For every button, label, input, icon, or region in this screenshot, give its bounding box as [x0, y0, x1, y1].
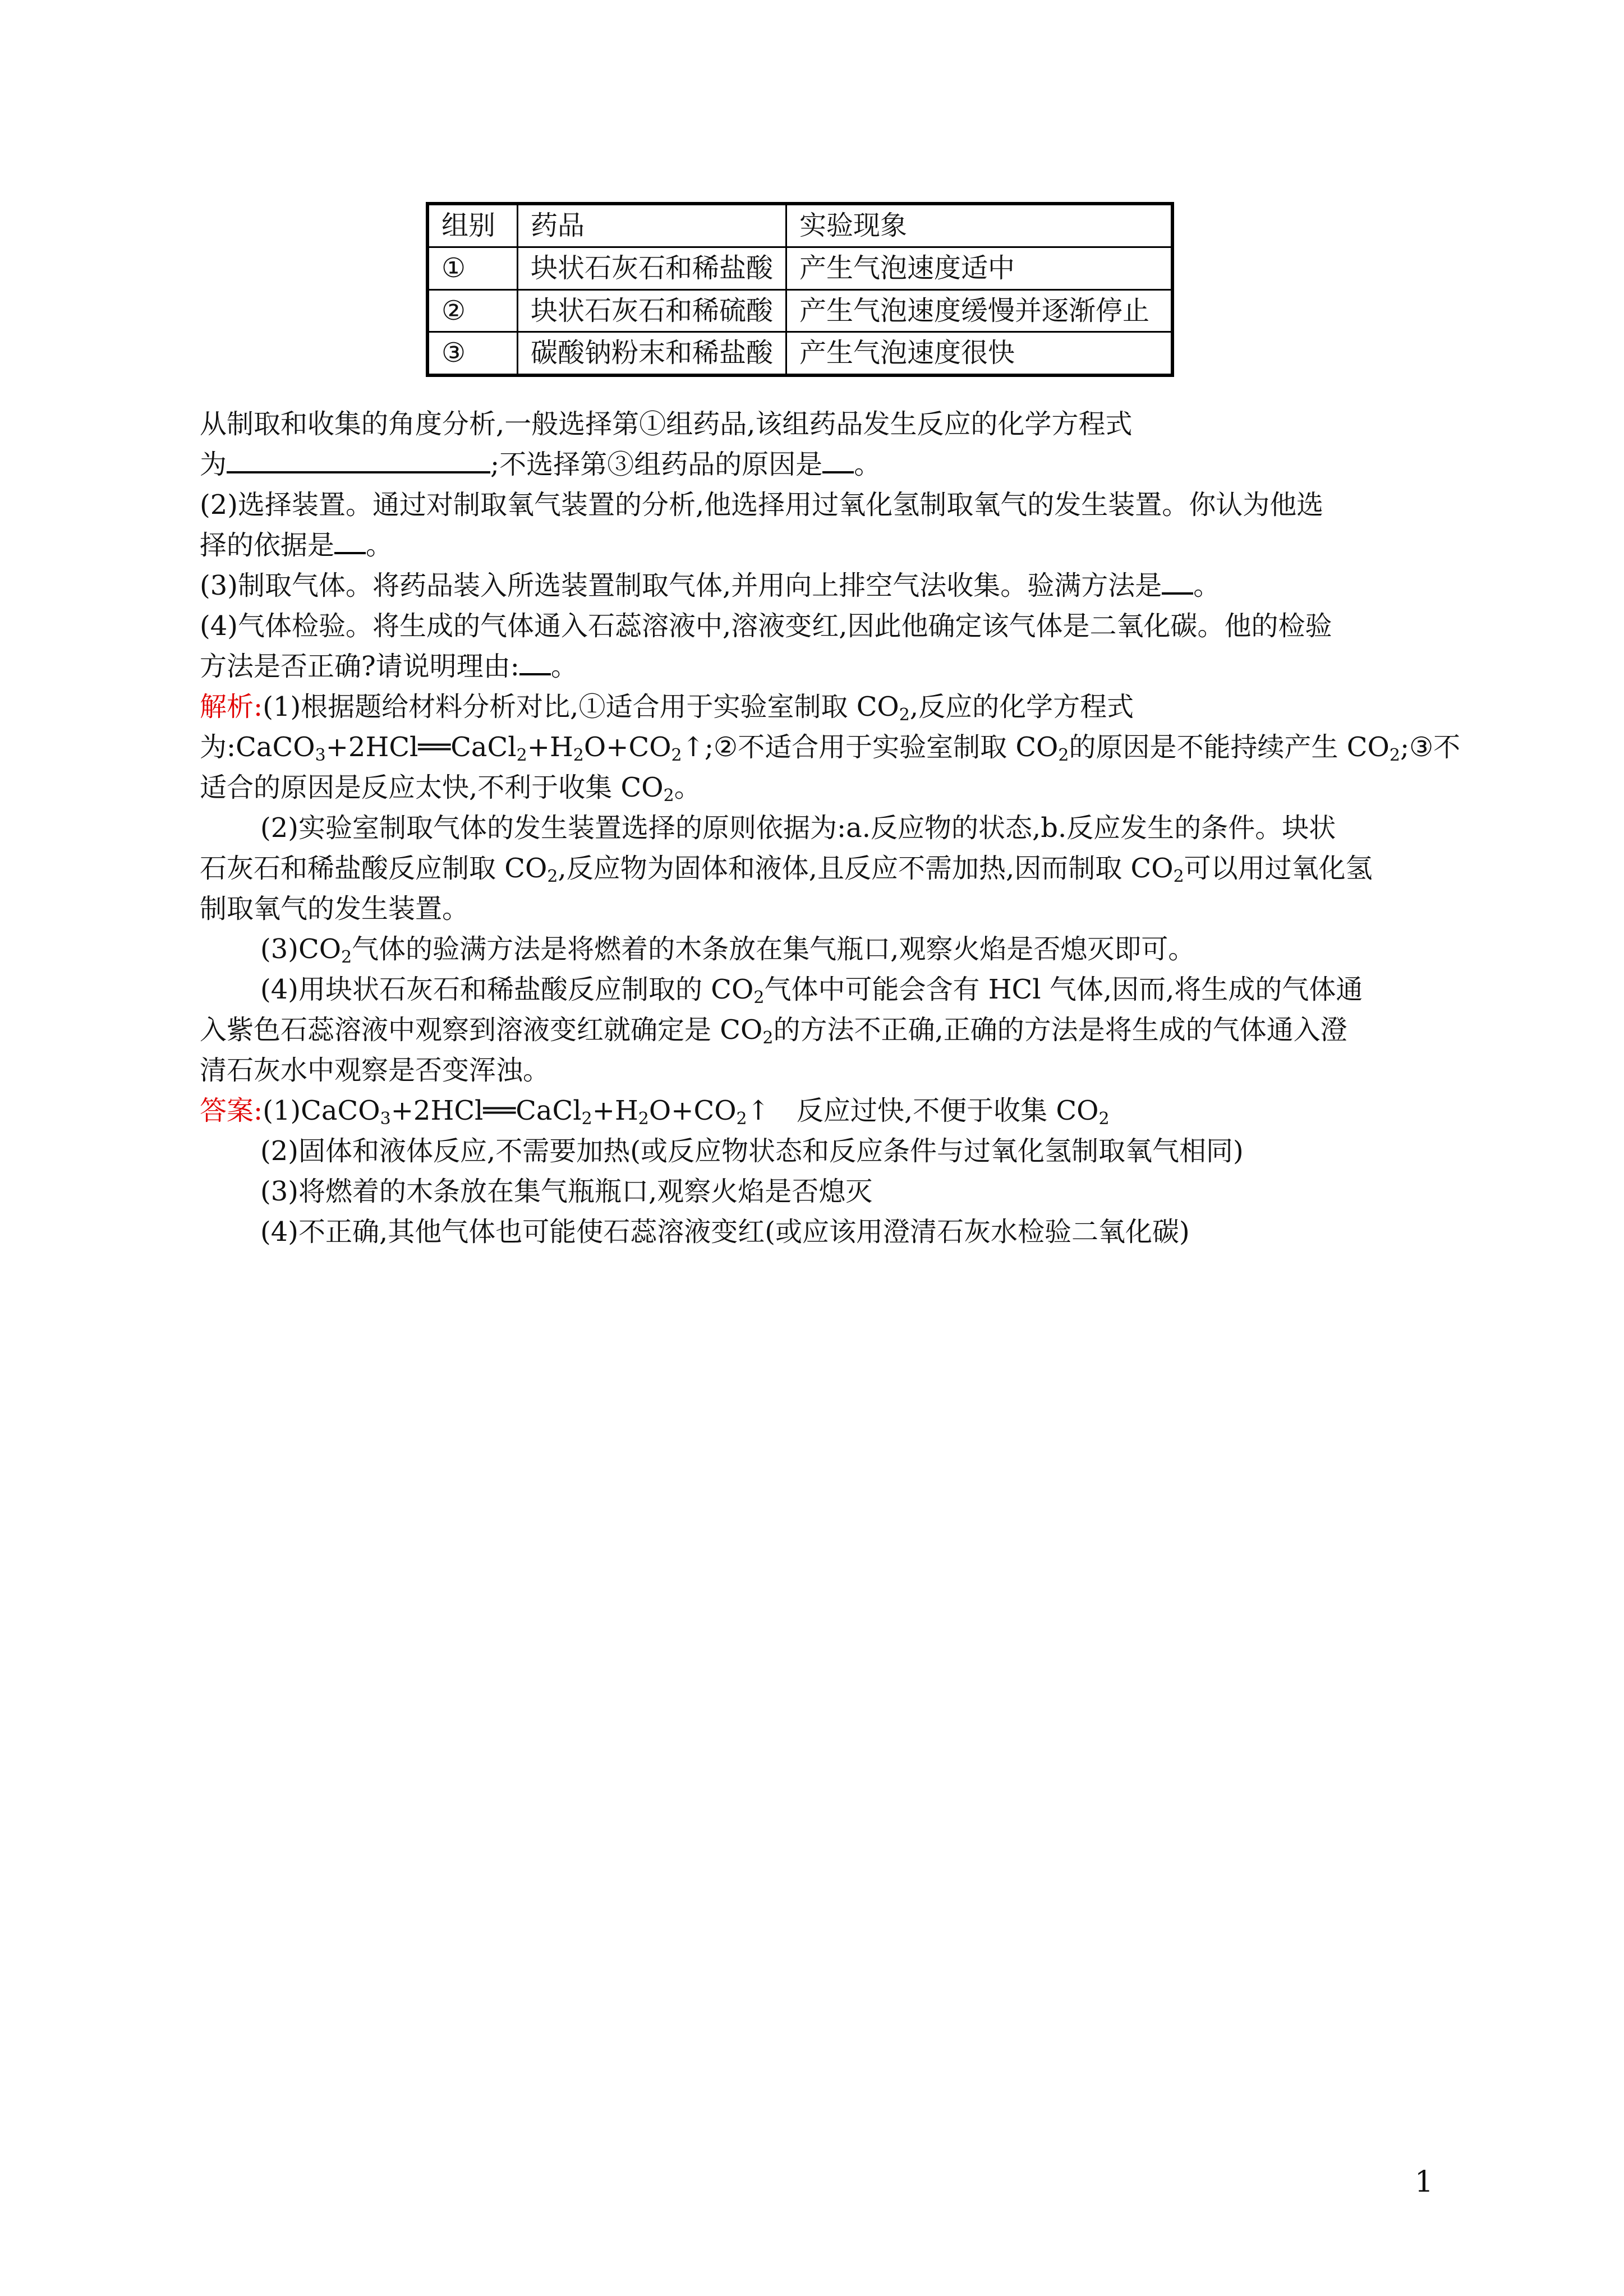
- reagent-table: [426, 202, 1174, 377]
- subscript: 2: [581, 1109, 592, 1129]
- subscript: 3: [315, 746, 326, 765]
- table-header-cell: 实验现象: [786, 204, 1173, 247]
- table-row: [427, 332, 1172, 375]
- analysis-text: 适合的原因是反应太快,不利于收集 CO: [200, 772, 664, 803]
- question-text: 。: [1193, 570, 1221, 601]
- subscript: 2: [663, 786, 674, 806]
- analysis-text: 的原因是不能持续产生 CO: [1069, 731, 1390, 763]
- analysis-text: +H: [527, 731, 573, 763]
- question-text: 。: [854, 449, 881, 480]
- subscript: 2: [762, 1028, 774, 1048]
- answer-blank: [1162, 568, 1193, 595]
- answer-line: [200, 1171, 1456, 1212]
- analysis-text: 。: [674, 772, 701, 803]
- question-line: [200, 485, 1456, 525]
- table-cell: 产生气泡速度缓慢并逐渐停止: [786, 289, 1173, 332]
- subscript: 2: [1058, 746, 1069, 765]
- question-text: (2)选择装置。通过对制取氧气装置的分析,他选择用过氧化氢制取氧气的发生装置。你认为他选: [200, 489, 1324, 521]
- subscript: 2: [671, 746, 682, 765]
- analysis-label: 解析:: [200, 691, 263, 723]
- question-text: 从制取和收集的角度分析,一般选择第①组药品,该组药品发生反应的化学方程式: [200, 408, 1133, 440]
- analysis-text: 制取氧气的发生装置。: [200, 893, 470, 924]
- table-header-row: [427, 204, 1172, 247]
- analysis-text: O+CO: [583, 731, 671, 763]
- analysis-line: [200, 1050, 1456, 1091]
- analysis-text: 气体的验满方法是将燃着的木条放在集气瓶口,观察火焰是否熄灭即可。: [352, 933, 1195, 965]
- table-cell: 产生气泡速度适中: [786, 247, 1173, 289]
- analysis-text: 石灰石和稀盐酸反应制取 CO: [200, 853, 548, 884]
- analysis-line: [200, 1010, 1456, 1050]
- question-block: [200, 404, 1461, 1252]
- answer-text: +H: [592, 1095, 638, 1126]
- analysis-line: [200, 929, 1456, 969]
- analysis-line: [200, 889, 1456, 929]
- subscript: 2: [1098, 1109, 1110, 1129]
- question-line: [200, 606, 1456, 646]
- question-text: 择的依据是: [200, 530, 335, 561]
- analysis-text: 为:CaCO: [200, 731, 315, 763]
- analysis-text: 的方法不正确,正确的方法是将生成的气体通入澄: [773, 1014, 1347, 1046]
- question-line: [200, 646, 1456, 687]
- analysis-line: [200, 969, 1456, 1010]
- answer-text: (4)不正确,其他气体也可能使石蕊溶液变红(或应该用澄清石灰水检验二氧化碳): [260, 1216, 1190, 1248]
- answer-blank: [334, 527, 366, 554]
- subscript: 3: [380, 1109, 391, 1129]
- analysis-text: +2HCl══CaCl: [325, 731, 517, 763]
- subscript: 2: [1173, 867, 1184, 886]
- table-cell: 碳酸钠粉末和稀盐酸: [518, 332, 786, 375]
- subscript: 2: [1389, 746, 1400, 765]
- question-text: (4)气体检验。将生成的气体通入石蕊溶液中,溶液变红,因此他确定该气体是二氧化碳。他的检验: [200, 610, 1332, 642]
- question-line: [200, 565, 1456, 606]
- answer-text: (2)固体和液体反应,不需要加热(或反应物状态和反应条件与过氧化氢制取氧气相同): [260, 1135, 1244, 1167]
- question-text: (3)制取气体。将药品装入所选装置制取气体,并用向上排空气法收集。验满方法是: [200, 570, 1162, 601]
- answer-text: (3)将燃着的木条放在集气瓶瓶口,观察火焰是否熄灭: [260, 1176, 873, 1207]
- page-number: 1: [1414, 2165, 1433, 2199]
- question-text: 。: [550, 651, 578, 682]
- question-text: 为: [200, 449, 227, 480]
- subscript: 2: [516, 746, 527, 765]
- answer-text: ↑ 反应过快,不便于收集 CO: [747, 1095, 1099, 1126]
- table-cell: 块状石灰石和稀硫酸: [518, 289, 786, 332]
- subscript: 2: [638, 1109, 649, 1129]
- analysis-text: 可以用过氧化氢: [1184, 853, 1373, 884]
- subscript: 2: [573, 746, 584, 765]
- table-row: [427, 289, 1172, 332]
- subscript: 2: [753, 988, 765, 1007]
- answer-line: [200, 1131, 1456, 1171]
- analysis-line: [200, 808, 1456, 848]
- answer-text: O+CO: [648, 1095, 737, 1126]
- analysis-line: [200, 727, 1461, 767]
- analysis-text: (2)实验室制取气体的发生装置选择的原则依据为:a.反应物的状态,b.反应发生的条件。块状: [260, 812, 1336, 844]
- question-line: [200, 525, 1456, 565]
- subscript: 2: [736, 1109, 747, 1129]
- subscript: 2: [341, 947, 352, 967]
- analysis-text: (3)CO: [260, 933, 342, 965]
- analysis-text: (4)用块状石灰石和稀盐酸反应制取的 CO: [260, 974, 754, 1005]
- question-text: 方法是否正确?请说明理由:: [200, 651, 519, 682]
- subscript: 2: [547, 867, 558, 886]
- subscript: 2: [899, 705, 910, 725]
- analysis-text: ,反应物为固体和液体,且反应不需加热,因而制取 CO: [558, 853, 1174, 884]
- answer-text: (1)CaCO: [263, 1095, 380, 1126]
- answer-text: +2HCl══CaCl: [390, 1095, 582, 1126]
- analysis-text: ;③不: [1400, 731, 1461, 763]
- analysis-line: [200, 767, 1456, 808]
- analysis-text: ↑;②不适合用于实验室制取 CO: [682, 731, 1059, 763]
- table-row: [427, 247, 1172, 289]
- analysis-text: (1)根据题给材料分析对比,①适合用于实验室制取 CO: [263, 691, 899, 723]
- table-header-cell: 组别: [427, 204, 518, 247]
- analysis-text: 清石灰水中观察是否变浑浊。: [200, 1055, 550, 1086]
- table-header-cell: 药品: [518, 204, 786, 247]
- table-cell: 块状石灰石和稀盐酸: [518, 247, 786, 289]
- table-cell: ①: [427, 247, 518, 289]
- analysis-text: ,反应的化学方程式: [909, 691, 1134, 723]
- answer-line: [200, 1091, 1456, 1131]
- answer-label: 答案:: [200, 1095, 263, 1126]
- answer-blank: [227, 447, 490, 473]
- question-text: ;不选择第③组药品的原因是: [490, 449, 823, 480]
- question-text: 。: [366, 530, 393, 561]
- table-cell: ②: [427, 289, 518, 332]
- answer-blank: [519, 648, 551, 675]
- answer-line: [200, 1212, 1456, 1252]
- analysis-text: 入紫色石蕊溶液中观察到溶液变红就确定是 CO: [200, 1014, 763, 1046]
- table-cell: 产生气泡速度很快: [786, 332, 1173, 375]
- answer-blank: [822, 447, 854, 473]
- analysis-text: 气体中可能会含有 HCl 气体,因而,将生成的气体通: [764, 974, 1363, 1005]
- table-cell: ③: [427, 332, 518, 375]
- analysis-line: [200, 687, 1456, 727]
- analysis-line: [200, 848, 1456, 889]
- question-line: [200, 404, 1456, 444]
- question-line: [200, 444, 1456, 485]
